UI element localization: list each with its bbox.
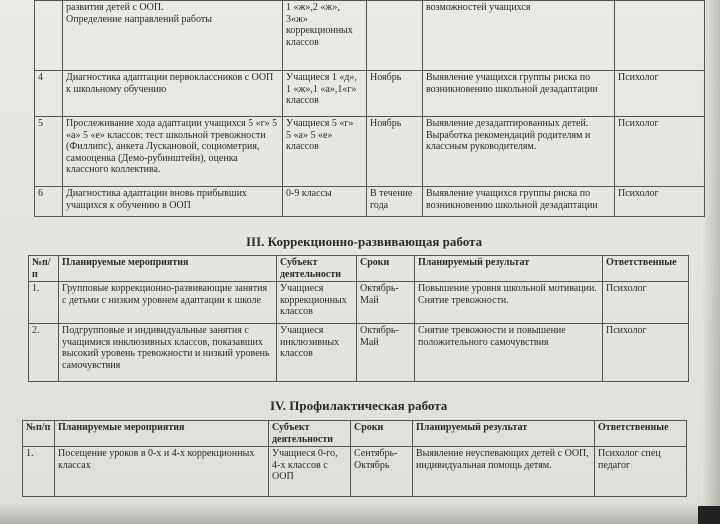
header-subject: Субъект деятельности [277, 256, 357, 282]
cell-num: 2. [29, 324, 59, 382]
table-row [35, 117, 705, 187]
header-term: Сроки [351, 421, 413, 447]
table-row [35, 71, 705, 117]
cell-responsible: Психолог спец педагог [595, 447, 687, 497]
header-subject: Субъект деятельности [269, 421, 351, 447]
cell-result: возможностей учащихся [423, 1, 615, 71]
header-result: Планируемый результат [415, 256, 603, 282]
cell-result: Выявление учащихся группы риска по возникновению школьной дезадаптации [423, 187, 615, 217]
cell-num: 6 [35, 187, 63, 217]
cell-num: 1. [29, 282, 59, 324]
scan-shadow-bottom [0, 504, 720, 524]
cell-subject: Учащиеся 0-го, 4-х классов с ООП [269, 447, 351, 497]
table-row [35, 187, 705, 217]
scan-corner [698, 506, 720, 524]
table-header-row [23, 421, 687, 447]
cell-activity: Диагностика адаптации первоклассников с ООП к школьному обучению [63, 71, 283, 117]
cell-term [367, 1, 423, 71]
cell-result: Повышение уровня школьной мотивации. Снятие тревожности. [415, 282, 603, 324]
cell-responsible: Психолог [603, 282, 689, 324]
cell-num: 5 [35, 117, 63, 187]
cell-activity: Прослеживание хода адаптации учащихся 5 «г» 5 «а» 5 «е» классов: тест школьной тревожности (Филлипс), анкета Лускановой, социометрия, самооценка (Демо-рубинштейн), оценка классного коллектива. [63, 117, 283, 187]
table1-body [35, 1, 705, 217]
cell-result: Снятие тревожности и повышение положительного самочувствия [415, 324, 603, 382]
prevention-table [22, 420, 687, 497]
diagnostic-table-continued [34, 0, 705, 217]
cell-activity: развития детей с ООП. Определение направлений работы [63, 1, 283, 71]
cell-subject: Учащиеся инклюзивных классов [277, 324, 357, 382]
cell-num: 1. [23, 447, 55, 497]
cell-result: Выявление дезадаптированных детей. Выработка рекомендаций родителям и классным руководителям. [423, 117, 615, 187]
header-responsible: Ответственные [603, 256, 689, 282]
cell-responsible: Психолог [615, 187, 705, 217]
cell-responsible: Психолог [615, 117, 705, 187]
cell-result: Выявление учащихся группы риска по возникновению школьной дезадаптации [423, 71, 615, 117]
header-responsible: Ответственные [595, 421, 687, 447]
header-activity: Планируемые мероприятия [55, 421, 269, 447]
cell-activity: Диагностика адаптации вновь прибывших учащихся к обучению в ООП [63, 187, 283, 217]
table-header-row [29, 256, 689, 282]
cell-subject: 1 «ж»,2 «ж», 3«ж» коррекционных классов [283, 1, 367, 71]
cell-term: Октябрь- Май [357, 282, 415, 324]
cell-responsible: Психолог [615, 71, 705, 117]
section-3-title: III. Коррекционно-развивающая работа [246, 234, 483, 249]
cell-activity: Посещение уроков в 0-х и 4-х коррекционных классах [55, 447, 269, 497]
table-row [35, 1, 705, 71]
header-result: Планируемый результат [413, 421, 595, 447]
table-row [23, 447, 687, 497]
cell-num: 4 [35, 71, 63, 117]
correction-table [28, 255, 689, 382]
cell-term: Октябрь- Май [357, 324, 415, 382]
cell-term: Ноябрь [367, 117, 423, 187]
cell-responsible [615, 1, 705, 71]
cell-term: Сентябрь- Октябрь [351, 447, 413, 497]
cell-subject: Учащиеся 1 «д», 1 «ж»,1 «а»,1«г» классов [283, 71, 367, 117]
header-term: Сроки [357, 256, 415, 282]
cell-term: В течение года [367, 187, 423, 217]
table-row [29, 324, 689, 382]
header-activity: Планируемые мероприятия [59, 256, 277, 282]
scan-shadow-right [702, 0, 720, 524]
cell-activity: Подгрупповые и индивидуальные занятия с учащимися инклюзивных классов, показавших высокий уровень тревожности и низкий уровень самочувствия [59, 324, 277, 382]
cell-subject: 0-9 классы [283, 187, 367, 217]
header-num: №п/п [29, 256, 59, 282]
table2-body [29, 282, 689, 382]
section-4-title: IV. Профилактическая работа [270, 398, 448, 413]
cell-responsible: Психолог [603, 324, 689, 382]
cell-subject: Учащиеся 5 «г» 5 «а» 5 «е» классов [283, 117, 367, 187]
cell-subject: Учащиеся коррекционных классов [277, 282, 357, 324]
cell-activity: Групповые коррекционно-развивающие занятия с детьми с низким уровнем адаптации к школе [59, 282, 277, 324]
table-row [29, 282, 689, 324]
cell-term: Ноябрь [367, 71, 423, 117]
cell-num [35, 1, 63, 71]
cell-result: Выявление неуспевающих детей с ООП, индивидуальная помощь детям. [413, 447, 595, 497]
header-num: №п/п [23, 421, 55, 447]
table3-body [23, 447, 687, 497]
